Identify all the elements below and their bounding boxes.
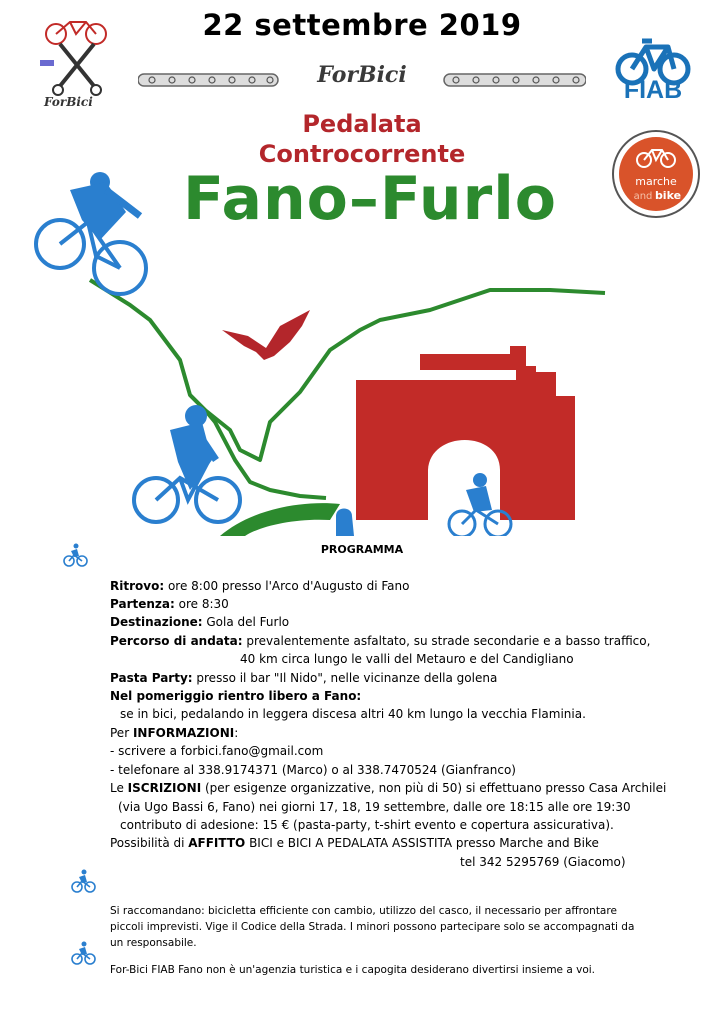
percorso-label: Percorso di andata: <box>110 634 243 648</box>
affitto-text: BICI e BICI A PEDALATA ASSISTITA presso Marche and Bike <box>245 836 599 850</box>
fiab-logo-text: FIAB <box>623 76 683 104</box>
ritrovo-line <box>110 577 409 595</box>
destinazione-label: Destinazione: <box>110 615 203 629</box>
bike-text: bike <box>654 189 682 202</box>
cyclist-bullet-icon <box>70 940 96 966</box>
forbici-logo-text: ForBici <box>44 95 93 108</box>
iscrizioni-text: (per esigenze organizzative, non più di 50) si effettuano presso Casa Archilei <box>201 781 667 795</box>
person-icon <box>336 509 354 537</box>
ritrovo-text: ore 8:00 presso l'Arco d'Augusto di Fano <box>164 579 410 593</box>
iscrizioni-line-2: (via Ugo Bassi 6, Fano) nei giorni 17, 18, 19 settembre, dalle ore 18:15 alle ore 19:30 <box>118 800 631 814</box>
pasta-party-text: presso il bar "Il Nido", nelle vicinanze della golena <box>192 671 498 685</box>
info-pre: Per <box>110 726 133 740</box>
pasta-party-line <box>110 669 497 687</box>
subtitle-controcorrente: Controcorrente <box>258 140 466 168</box>
affitto-label: AFFITTO <box>188 836 246 850</box>
marche-and-bike-logo <box>612 130 700 218</box>
cyclist-middle-icon <box>134 405 240 522</box>
cyclist-top-icon <box>36 172 146 294</box>
ritrovo-label: Ritrovo: <box>110 579 165 593</box>
destinazione-line <box>110 613 289 631</box>
partenza-line <box>110 595 229 613</box>
info-post: : <box>234 726 239 740</box>
marche-text: marche <box>635 175 677 188</box>
affitto-pre: Possibilità di <box>110 836 189 850</box>
cyclist-bullet-icon <box>70 868 96 894</box>
pasta-party-label: Pasta Party: <box>110 671 193 685</box>
rientro-text: se in bici, pedalando in leggera discesa altri 40 km lungo la vecchia Flaminia. <box>120 707 586 721</box>
informazioni-label: INFORMAZIONI <box>132 726 235 740</box>
percorso-line <box>110 632 650 650</box>
arch-icon <box>356 346 575 520</box>
rientro-label: Nel pomeriggio rientro libero a Fano: <box>110 689 362 703</box>
percorso-text: prevalentemente asfaltato, su strade secondarie e a basso traffico, <box>242 634 651 648</box>
iscrizioni-label: ISCRIZIONI <box>127 781 202 795</box>
affitto-line <box>110 834 599 852</box>
forbici-logo <box>38 16 118 108</box>
programma-heading: PROGRAMMA <box>320 543 404 556</box>
percorso-line-2: 40 km circa lungo le valli del Metauro e del Candigliano <box>240 652 574 666</box>
iscrizioni-line <box>110 779 666 797</box>
iscrizioni-line-3: contributo di adesione: 15 € (pasta-party, t-shirt evento e copertura assicurativa). <box>120 818 614 832</box>
affitto-tel: tel 342 5295769 (Giacomo) <box>460 855 626 869</box>
eagle-icon <box>222 310 310 360</box>
raccomandazioni-text: Si raccomandano: bicicletta efficiente con cambio, utilizzo del casco, il necessario per affrontare piccoli imprevisti. Vige il Codice della Strada. I minori possono partecipare solo se accompagnati da un responsabile. <box>110 905 635 949</box>
info-phone: - telefonare al 338.9174371 (Marco) o al 338.7470524 (Gianfranco) <box>110 763 516 777</box>
disclaimer-text: For-Bici FIAB Fano non è un'agenzia turistica e i capogita desiderano divertirsi insieme a voi. <box>110 964 596 976</box>
partenza-label: Partenza: <box>110 597 175 611</box>
partenza-text: ore 8:30 <box>174 597 229 611</box>
informazioni-line <box>110 724 238 742</box>
event-date: 22 settembre 2019 <box>202 8 522 42</box>
subtitle-pedalata: Pedalata <box>302 110 422 138</box>
main-title: Fano–Furlo <box>183 164 557 234</box>
banner-word: ForBici <box>317 62 407 88</box>
rientro-heading <box>110 687 361 705</box>
iscr-pre: Le <box>110 781 128 795</box>
destinazione-text: Gola del Furlo <box>202 615 290 629</box>
and-text: and <box>633 191 653 202</box>
info-email: - scrivere a forbici.fano@gmail.com <box>110 744 324 758</box>
